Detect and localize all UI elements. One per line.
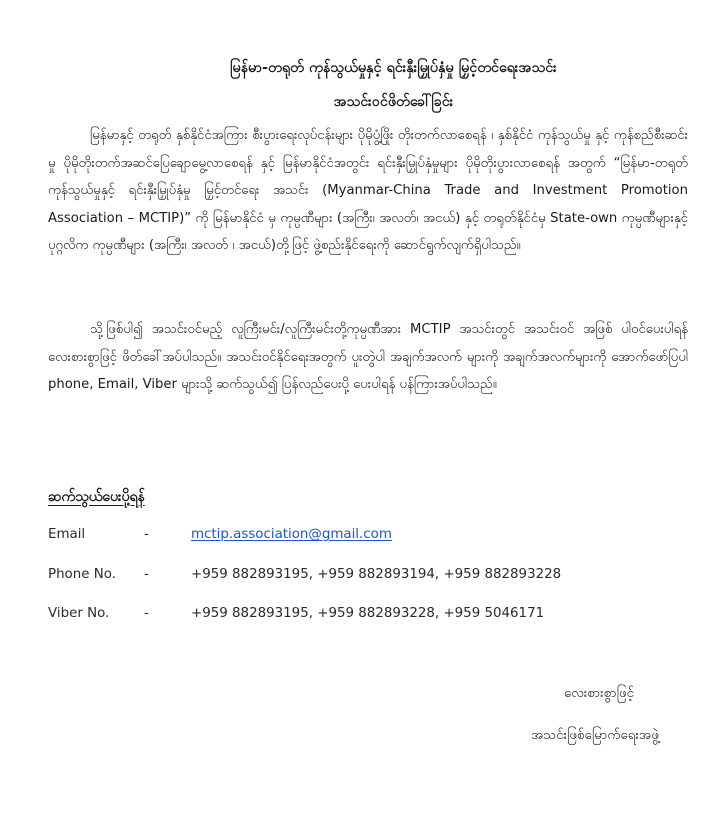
contact-row-phone	[48, 567, 688, 591]
viber-label: Viber No.	[48, 606, 110, 621]
paragraph-intro: မြန်မာနှင့် တရုတ် နှစ်နိုင်ငံအကြား စီးပွားရေးလုပ်ငန်းများ ပိုမိုပွံ့ဖြိုး တိုးတက်လာစေရန် ၊ နှစ်နိုင်ငံ ကုန်သွယ်မှု နှင့် ကုန်စည်စီးဆင်းမှု ပိုမိုတိုးတက်အဆင်ပြေချောမွေ့လာစေရန် နှင့် မြန်မာနိုင်ငံအတွင်း ရင်းနှီးမြှုပ်နှံမှုများ ပိုမိုတိုးပွားလာစေရန် အတွက် “မြန်မာ-တရုတ် ကုန်သွယ်မှုနှင့် ရင်းနှီးမြှုပ်နှံမှု မြှင့်တင်ရေး အသင်း (Myanmar-China Trade and Investment Promotion Association – MCTIP)” ကို မြန်မာနိုင်ငံ မှ ကုမ္ပဏီများ (အကြီး၊ အလတ်၊ အငယ်) နှင့် တရုတ်နိုင်ငံမှ State-own ကုမ္ပဏီများနှင့် ပုဂ္ဂလိက ကုမ္ပဏီများ (အကြီး၊ အလတ် ၊ အငယ်)တို့ဖြင့် ဖွဲ့စည်းနိုင်ရေးကို ဆောင်ရွက်လျက်ရှိပါသည်။	[48, 128, 688, 253]
paragraph-invitation: သို့ဖြစ်ပါ၍ အသင်းဝင်မည့် လူကြီးမင်း/လူကြီးမင်းတို့ကုမ္ပဏီအား MCTIP အသင်းတွင် အသင်းဝင် အဖြစ် ပါဝင်ပေးပါရန် လေးစားစွာဖြင့် ဖိတ်ခေါ်အပ်ပါသည်။ အသင်းဝင်နိုင်ရေးအတွက် ပူးတွဲပါ အချက်အလက် များကို အချက်အလက်များကို အောက်ဖော်ပြပါ phone, Email, Viber များသို့ ဆက်သွယ်၍ ပြန်လည်ပေးပို့ ပေးပါရန် ပန်ကြားအပ်ပါသည်။	[48, 322, 688, 392]
viber-value: +959 882893195, +959 882893228, +959 5046171	[191, 606, 545, 621]
phone-value: +959 882893195, +959 882893194, +959 882893228	[191, 567, 562, 582]
phone-label: Phone No.	[48, 567, 116, 582]
signature-organization: အသင်းဖြစ်မြောက်ရေးအဖွဲ့	[531, 728, 659, 743]
email-separator: -	[144, 527, 149, 542]
contact-row-viber	[48, 606, 688, 630]
document-title: မြန်မာ-တရုတ် ကုန်သွယ်မှုနှင့် ရင်းနှီးမြှုပ်နှံမှု မြှင့်တင်ရေးအသင်း	[230, 60, 557, 76]
contact-row-email	[48, 527, 688, 551]
email-link[interactable]: mctip.association@gmail.com	[191, 527, 392, 542]
viber-separator: -	[144, 606, 149, 621]
signature-closing: လေးစားစွာဖြင့်	[564, 686, 635, 701]
phone-separator: -	[144, 567, 149, 582]
email-label: Email	[48, 527, 86, 542]
document-subtitle: အသင်းဝင်ဖိတ်ခေါ်ခြင်း	[333, 94, 454, 110]
contact-heading: ဆက်သွယ်ပေးပို့ရန်	[48, 489, 145, 505]
